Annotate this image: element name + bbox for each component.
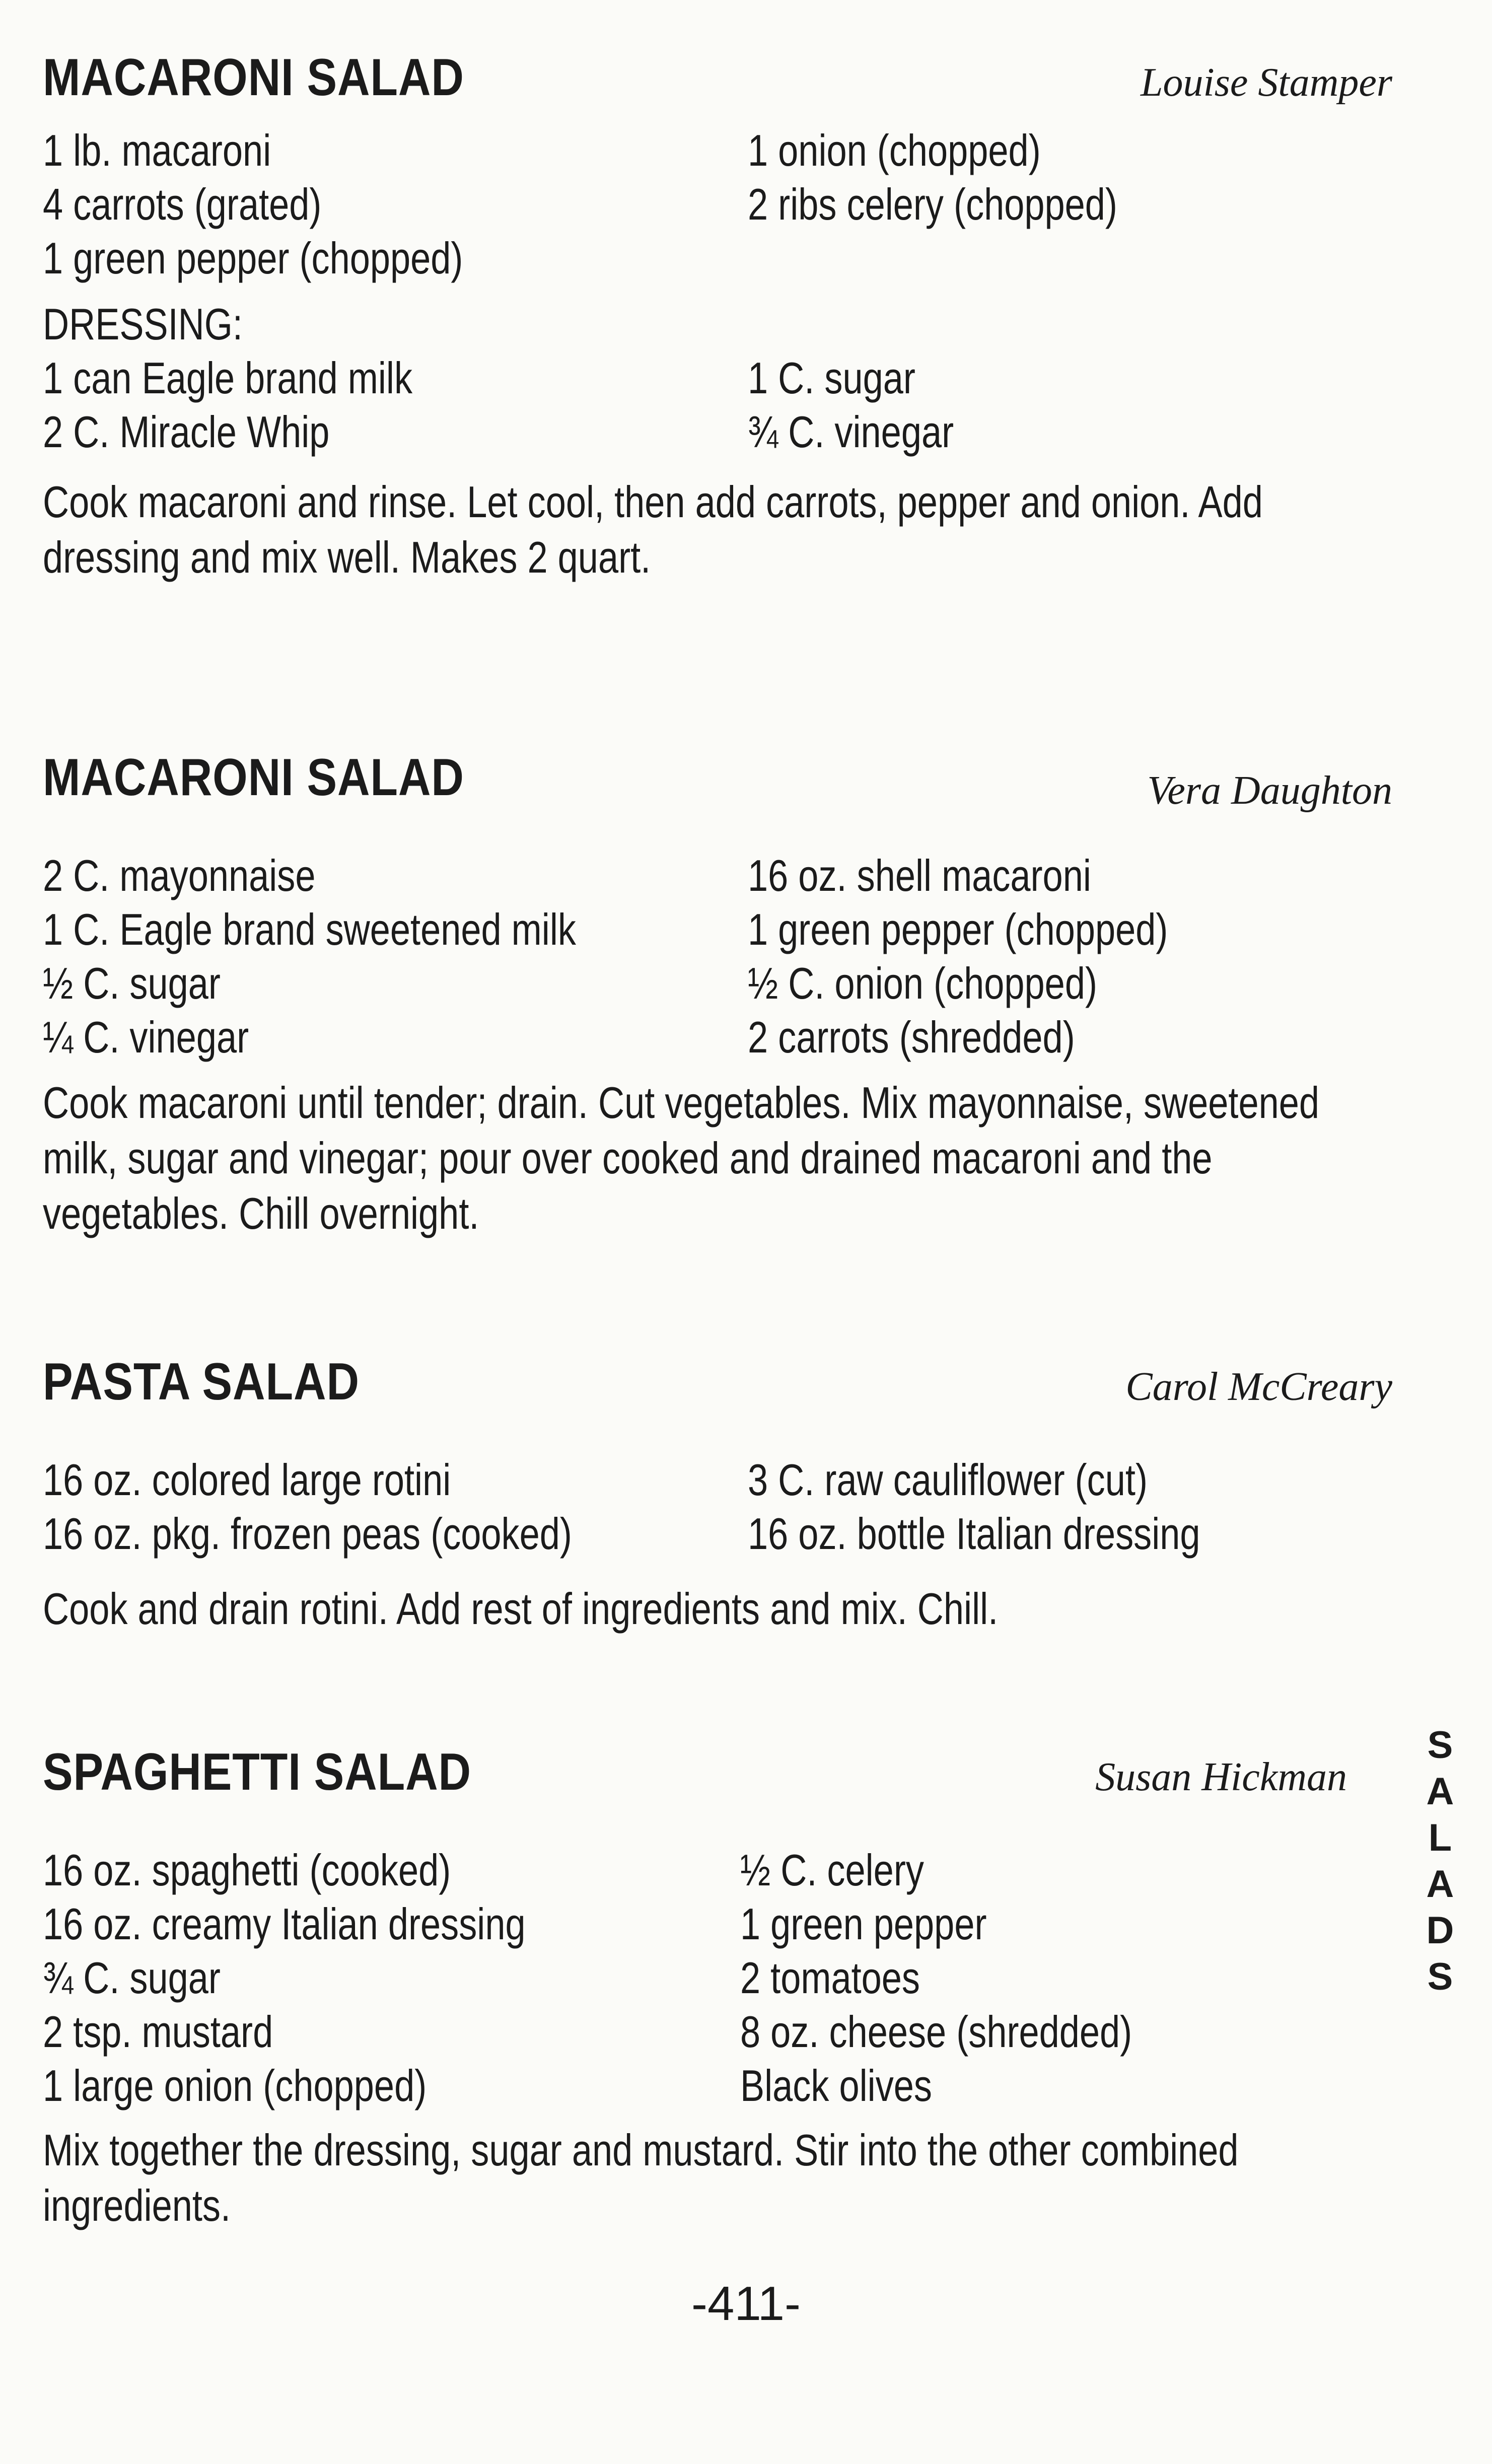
recipe-title: MACARONI SALAD [43,748,464,807]
ingredient: 8 oz. cheese (shredded) [740,2007,1132,2057]
ingredient: ¾ C. sugar [43,1953,221,2003]
ingredient: ¼ C. vinegar [43,1012,249,1062]
ingredient: 4 carrots (grated) [43,179,322,229]
side-tab-letter: A [1426,1770,1454,1813]
ingredient: ½ C. sugar [43,958,221,1008]
ingredient: 16 oz. creamy Italian dressing [43,1899,526,1949]
ingredient: 16 oz. shell macaroni [748,851,1091,900]
recipe-macaroni-salad-2 [43,748,1392,1241]
recipe-title: MACARONI SALAD [43,48,464,107]
ingredient: 16 oz. colored large rotini [43,1455,451,1505]
ingredient: ½ C. onion (chopped) [748,958,1097,1008]
ingredients-left [43,1453,688,1561]
ingredient: 1 C. Eagle brand sweetened milk [43,904,576,954]
recipe-title: SPAGHETTI SALAD [43,1743,472,1801]
page-number: -411- [691,2277,801,2331]
ingredients-right [748,1453,1300,1561]
ingredient: 2 tsp. mustard [43,2007,273,2057]
ingredients-left [43,123,555,285]
dressing-ingredients-left [43,351,493,459]
ingredient: 1 green pepper (chopped) [43,233,463,283]
ingredient: 2 C. mayonnaise [43,851,316,900]
side-tab-letter: D [1426,1909,1454,1952]
ingredient: 16 oz. spaghetti (cooked) [43,1845,451,1895]
recipe-instructions: Mix together the dressing, sugar and mustard. Stir into the other combined ingredients. [43,2125,1239,2230]
ingredients-left [43,849,693,1064]
ingredient: 1 onion (chopped) [748,125,1041,175]
ingredients-left [43,1843,631,2113]
recipe-author: Carol McCreary [1125,1365,1392,1409]
ingredient: Black olives [740,2061,932,2110]
recipe-instructions: Cook macaroni and rinse. Let cool, then add carrots, pepper and onion. Add dressing and mix well. Makes 2 quart. [43,477,1263,582]
ingredient: 2 ribs celery (chopped) [748,179,1117,229]
side-tab-letter: S [1427,1724,1453,1767]
ingredient: ½ C. celery [740,1845,924,1895]
side-tab-letter: S [1427,1955,1453,1998]
ingredient: 1 green pepper (chopped) [748,904,1168,954]
ingredient: 16 oz. pkg. frozen peas (cooked) [43,1509,572,1559]
ingredients-right [740,1843,1218,2113]
recipe-title: PASTA SALAD [43,1353,360,1411]
dressing-label: DRESSING: [43,299,243,349]
section-side-tab [1417,1722,1463,2000]
ingredient: 2 tomatoes [740,1953,920,2003]
recipe-instructions: Cook and drain rotini. Add rest of ingredients and mix. Chill. [43,1584,999,1634]
side-tab-letter: L [1428,1816,1452,1859]
ingredient: 2 carrots (shredded) [748,1012,1075,1062]
recipe-spaghetti-salad [43,1742,1392,2233]
ingredient: 1 green pepper [740,1899,987,1949]
dressing-ingredients-right [748,351,999,459]
side-tab-letter: A [1426,1863,1454,1906]
ingredient: 1 large onion (chopped) [43,2061,427,2110]
ingredient: 3 C. raw cauliflower (cut) [748,1455,1148,1505]
recipe-pasta-salad [43,1352,1392,1637]
recipe-instructions: Cook macaroni until tender; drain. Cut vegetables. Mix mayonnaise, sweetened milk, sugar and vinegar; pour over cooked and drained macaroni and the vegetables. Chill overnight. [43,1078,1319,1238]
recipe-macaroni-salad-1 [43,48,1392,585]
ingredient: 1 can Eagle brand milk [43,353,413,403]
ingredient: 16 oz. bottle Italian dressing [748,1509,1200,1559]
ingredients-right [748,849,1260,1064]
ingredients-right [748,123,1198,231]
ingredient: 1 lb. macaroni [43,125,271,175]
recipe-author: Louise Stamper [1141,60,1392,105]
recipe-author: Susan Hickman [1095,1755,1347,1799]
ingredient: 1 C. sugar [748,353,915,403]
ingredient: 2 C. Miracle Whip [43,407,330,457]
recipe-author: Vera Daughton [1147,768,1392,813]
ingredient: ¾ C. vinegar [748,407,954,457]
